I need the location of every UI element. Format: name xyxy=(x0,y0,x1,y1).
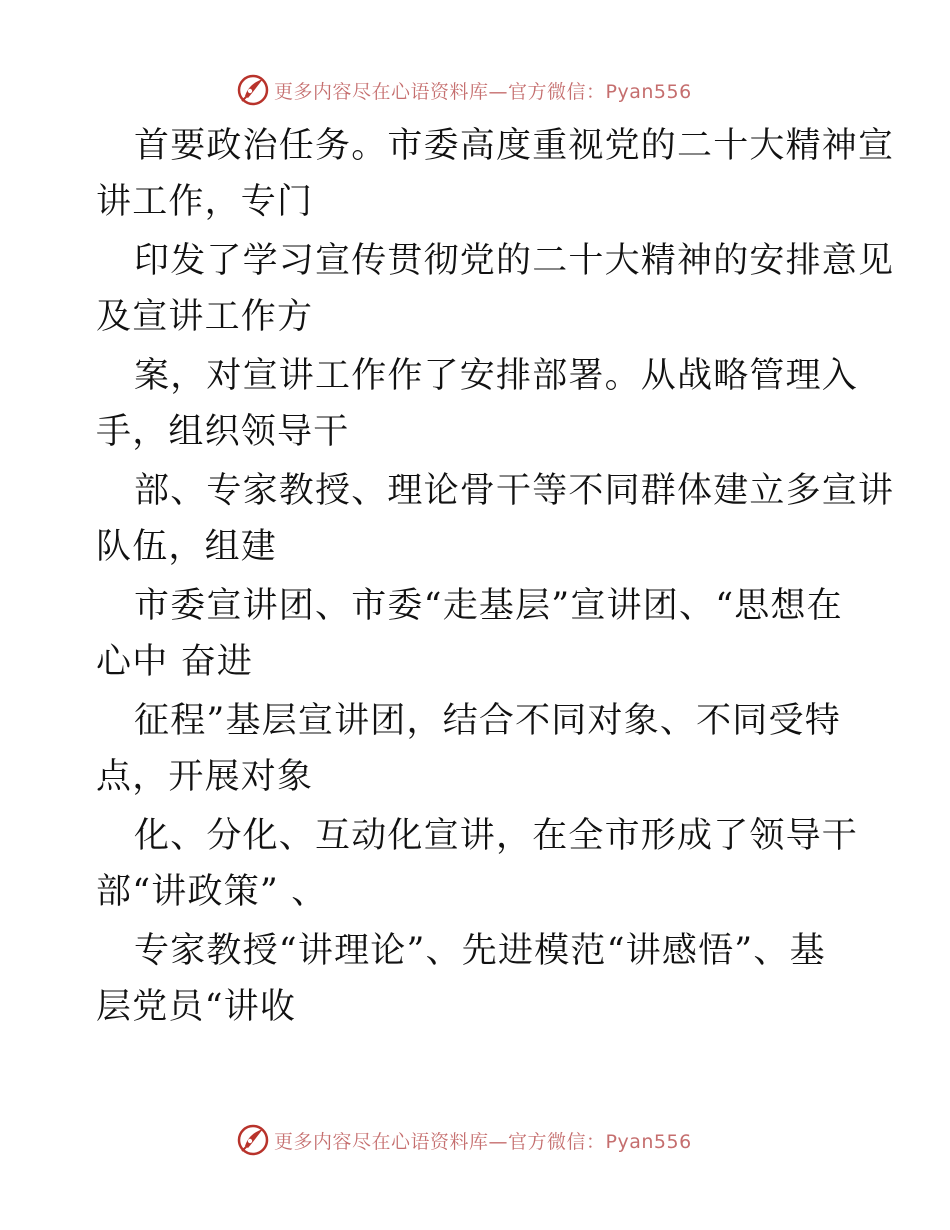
paragraph xyxy=(96,578,866,690)
header-banner-handle: Pyan556 xyxy=(605,80,692,103)
paragraph xyxy=(96,808,866,920)
paragraph-line: 及宣讲工作方 xyxy=(96,297,314,337)
paragraph-line: 心中 奋进 xyxy=(96,642,254,682)
paragraph-line: 手，组织领导干 xyxy=(96,412,350,452)
paragraph-line: 化、分化、互动化宣讲，在全市形成了领导干 xyxy=(134,816,859,856)
brand-logo-icon xyxy=(236,1123,270,1157)
header-banner xyxy=(236,73,692,107)
paragraph-line: 征程”基层宣讲团，结合不同对象、不同受特 xyxy=(134,701,841,741)
paragraph xyxy=(96,118,895,230)
footer-banner xyxy=(236,1123,692,1157)
paragraph-line: 部、专家教授、理论骨干等不同群体建立多宣讲 xyxy=(134,471,895,511)
paragraph-line: 印发了学习宣传贯彻党的二十大精神的安排意见 xyxy=(134,241,895,281)
footer-banner-handle: Pyan556 xyxy=(605,1130,692,1153)
paragraph-line: 讲工作，专门 xyxy=(96,182,314,222)
paragraph-line: 专家教授“讲理论”、先进模范“讲感悟”、基 xyxy=(134,931,826,971)
paragraph xyxy=(96,923,866,1035)
brand-logo-icon xyxy=(236,73,270,107)
paragraph-line: 案，对宣讲工作作了安排部署。从战略管理入 xyxy=(134,356,859,396)
paragraph xyxy=(96,693,866,805)
paragraph-line: 层党员“讲收 xyxy=(96,987,297,1027)
paragraph-line: 市委宣讲团、市委“走基层”宣讲团、“思想在 xyxy=(134,586,843,626)
paragraph-line: 首要政治任务。市委高度重视党的二十大精神宣 xyxy=(134,126,895,166)
paragraph-line: 部“讲政策” 、 xyxy=(96,872,328,912)
paragraph-line: 队伍，组建 xyxy=(96,527,278,567)
paragraph-line: 点，开展对象 xyxy=(96,757,314,797)
paragraph xyxy=(96,463,895,575)
paragraph xyxy=(96,348,866,460)
header-banner-text: 更多内容尽在心语资料库—官方微信：Pyan556 xyxy=(274,80,692,103)
document-body xyxy=(96,118,895,1038)
paragraph xyxy=(96,233,895,345)
footer-banner-text: 更多内容尽在心语资料库—官方微信：Pyan556 xyxy=(274,1130,692,1153)
